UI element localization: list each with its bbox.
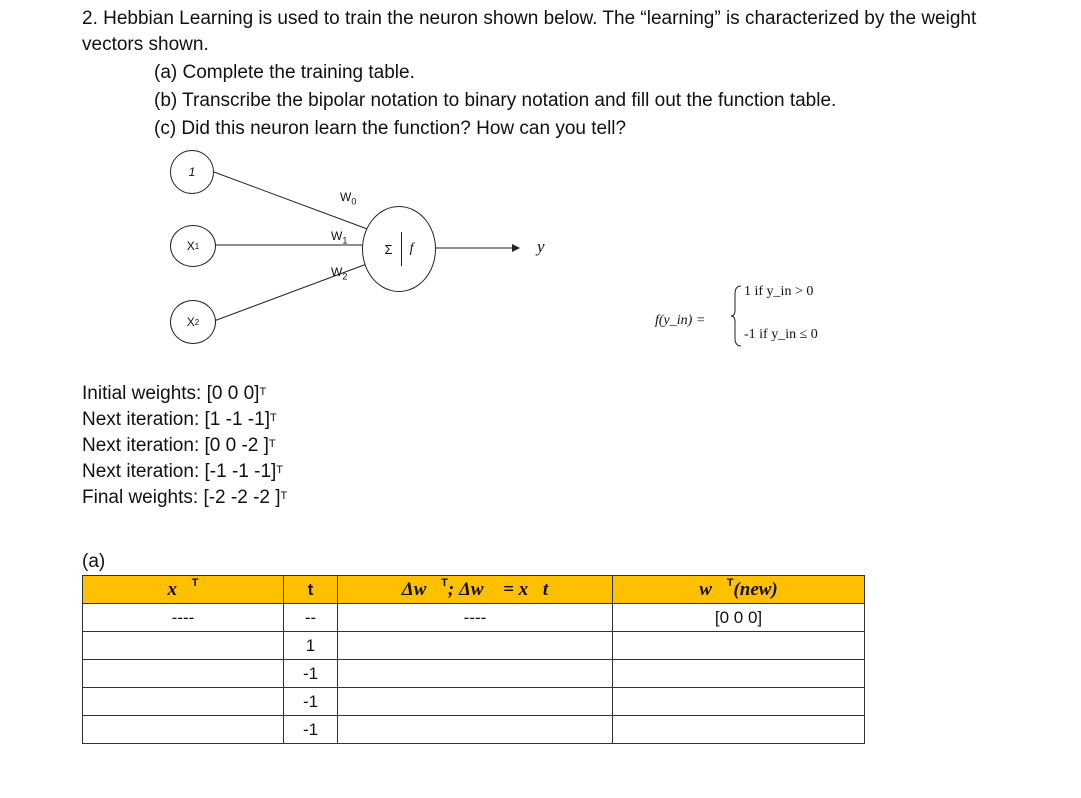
input-x2-subscript: 2 — [194, 317, 200, 327]
transpose-mark: T — [269, 412, 277, 424]
cell-t: -- — [284, 604, 338, 632]
piecewise-brace — [731, 284, 743, 348]
header-w-new — [613, 576, 865, 604]
cell-w-new[interactable] — [613, 660, 865, 688]
cell-x[interactable] — [83, 688, 284, 716]
final-weights-text: Final weights: [-2 -2 -2 ] — [82, 487, 281, 508]
w1-text: W — [331, 229, 343, 243]
cell-w-new[interactable] — [613, 688, 865, 716]
weight-label-w0 — [340, 190, 356, 206]
cell-x[interactable] — [83, 632, 284, 660]
iteration-3-weights — [82, 459, 287, 485]
activation-case-1: 1 if y_in > 0 — [744, 284, 814, 299]
cell-w-new[interactable] — [613, 632, 865, 660]
activation-symbol: f — [409, 241, 414, 256]
header-x-text: x⃗ — [167, 578, 192, 600]
header-x-sup: T — [191, 576, 199, 589]
iteration-3-text: Next iteration: [-1 -1 -1] — [82, 461, 277, 482]
table-row — [83, 632, 865, 660]
w1-subscript: 1 — [342, 235, 348, 246]
transpose-mark: T — [280, 490, 288, 502]
transpose-mark: T — [268, 438, 276, 450]
header-t — [284, 576, 338, 604]
table-row — [83, 660, 865, 688]
header-dw-rest: ; Δw⃗ = x⃗t — [447, 578, 549, 600]
final-weights — [82, 485, 287, 511]
neuron-body — [362, 206, 436, 292]
part-c-text: (c) Did this neuron learn the function? How can you tell? — [154, 118, 627, 139]
weight-history — [82, 381, 287, 511]
iteration-1-weights — [82, 407, 287, 433]
header-delta-w — [338, 576, 613, 604]
input-x1-label: X — [186, 239, 195, 253]
bias-node — [170, 150, 214, 194]
cell-x[interactable] — [83, 660, 284, 688]
sum-symbol: Σ — [384, 241, 393, 257]
table-row — [83, 688, 865, 716]
training-table — [82, 575, 865, 744]
w2-text: W — [331, 265, 343, 279]
edge-w2 — [214, 262, 372, 321]
w2-subscript: 2 — [342, 271, 348, 282]
cell-t: -1 — [284, 716, 338, 744]
activation-lhs: f(y_in) = — [655, 313, 706, 328]
cell-delta-w[interactable] — [338, 716, 613, 744]
input-x2-label: X — [186, 315, 195, 329]
iteration-2-text: Next iteration: [0 0 -2 ] — [82, 435, 269, 456]
question-line-1: 2. Hebbian Learning is used to train the neuron shown below. The “learning” is characterized by the weight — [82, 8, 977, 29]
input-node-x1 — [170, 225, 216, 267]
header-dw-sup: T — [441, 576, 448, 589]
part-a-text: (a) Complete the training table. — [154, 62, 415, 83]
header-x — [83, 576, 284, 604]
neuron-divider — [401, 232, 402, 266]
cell-x[interactable] — [83, 716, 284, 744]
header-wnew-text: w⃗ — [699, 578, 727, 600]
w0-subscript: 0 — [351, 196, 357, 207]
cell-t: 1 — [284, 632, 338, 660]
transpose-mark: T — [276, 464, 284, 476]
weight-label-w2 — [331, 265, 347, 281]
header-wnew-sup: T — [726, 576, 734, 589]
initial-weights — [82, 381, 287, 407]
cell-delta-w[interactable] — [338, 688, 613, 716]
cell-w-new[interactable]: [0 0 0] — [613, 604, 865, 632]
part-b-text: (b) Transcribe the bipolar notation to binary notation and fill out the function table. — [154, 90, 837, 111]
question-line-2: vectors shown. — [82, 34, 209, 55]
bias-node-label: 1 — [188, 165, 196, 179]
input-x1-subscript: 1 — [194, 241, 200, 251]
header-wnew-rest: (new) — [733, 578, 778, 600]
section-a-label: (a) — [82, 551, 106, 572]
w0-text: W — [340, 190, 352, 204]
iteration-2-weights — [82, 433, 287, 459]
table-row — [83, 716, 865, 744]
table-row — [83, 604, 865, 632]
input-node-x2 — [170, 300, 216, 344]
cell-w-new[interactable] — [613, 716, 865, 744]
cell-delta-w[interactable] — [338, 632, 613, 660]
table-header-row — [83, 576, 865, 604]
cell-t: -1 — [284, 660, 338, 688]
cell-t: -1 — [284, 688, 338, 716]
weight-label-w1 — [331, 229, 347, 245]
header-dw-text: Δw⃗ — [401, 578, 442, 600]
cell-delta-w[interactable]: ---- — [338, 604, 613, 632]
header-t-text: t — [307, 579, 314, 599]
iteration-1-text: Next iteration: [1 -1 -1] — [82, 409, 270, 430]
cell-x[interactable]: ---- — [83, 604, 284, 632]
initial-weights-text: Initial weights: [0 0 0] — [82, 383, 260, 404]
output-label: y — [537, 237, 545, 256]
activation-case-2: -1 if y_in ≤ 0 — [744, 327, 818, 342]
cell-delta-w[interactable] — [338, 660, 613, 688]
output-arrowhead — [512, 244, 520, 252]
transpose-mark: T — [259, 386, 267, 398]
